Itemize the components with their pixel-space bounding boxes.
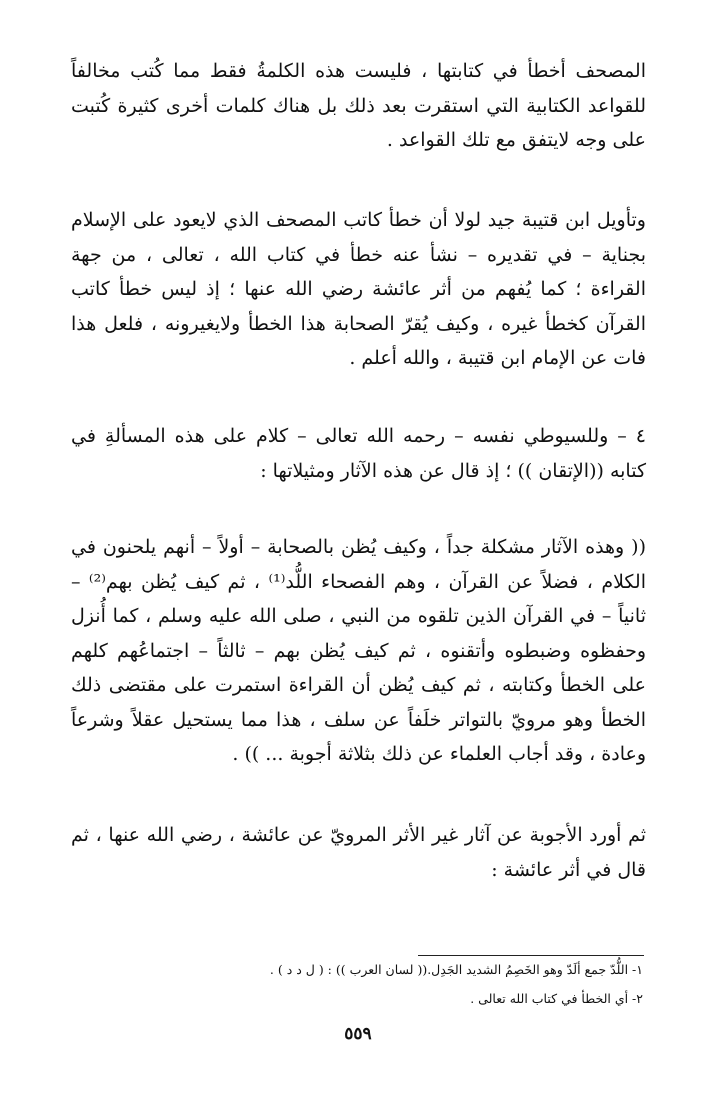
footnote-1: ١- اللُّدّ جمع ألَدّ وهو الخَصِمُ الشديد الجَدِل.(( لسان العرب )) : ( ل د د ) . [269, 962, 643, 977]
paragraph-continuation: المصحف أخطأ في كتابتها ، فليست هذه الكلمةُ فقط مما كُتب مخالفاً للقواعد الكتابية التي استقرت بعد ذلك بل هناك كلمات أخرى كثيرة كُتبت على وجه لايتفق مع تلك القواعد . [71, 60, 646, 151]
footnote-separator [418, 955, 644, 956]
paragraph-answers: ثم أورد الأجوبة عن آثار غير الأثر المرويّ عن عائشة ، رضي الله عنها ، ثم قال في أثر عائشة : [71, 824, 646, 881]
paragraph-ibn-qutayba: وتأويل ابن قتيبة جيد لولا أن خطأ كاتب المصحف الذي لايعود على الإسلام بجناية – في تقديره – نشأ عنه خطأ في كتاب الله ، تعالى ، من جهة القراءة ؛ كما يُفهم من أثر عائشة رضي الله عنها ؛ إذ ليس خطأ كاتب القرآن كخطأ غيره ، وكيف يُقرّ الصحابة هذا الخطأ ولايغيرونه ، فلعل هذا فات عن الإمام ابن قتيبة ، والله أعلم . [71, 209, 646, 369]
footnote-2: ٢- أي الخطأ في كتاب الله تعالى . [470, 991, 643, 1006]
page-number: ٥٥٩ [344, 1024, 372, 1044]
paragraph-quotation: (( وهذه الآثار مشكلة جداً ، وكيف يُظن بالصحابة – أولاً – أنهم يلحنون في الكلام ، فضلاً عن القرآن ، وهم الفصحاء اللُّد⁽¹⁾ ، ثم كيف يُظن بهم⁽²⁾ – ثانياً – في القرآن الذين تلقوه من النبي ، صلى الله عليه وسلم ، كما أُنزل وحفظوه وضبطوه وأتقنوه ، ثم كيف يُظن بهم – ثالثاً – اجتماعُهم كلهم على الخطأ وكتابته ، ثم كيف يُظن أن القراءة استمرت على مقتضى ذلك الخطأ وهو مرويّ بالتواتر خلَفاً عن سلف ، هذا مما يستحيل عقلاً وشرعاً وعادة ، وقد أجاب العلماء عن ذلك بثلاثة أجوبة ... )) . [71, 536, 646, 765]
paragraph-suyuti: ٤ – وللسيوطي نفسه – رحمه الله تعالى – كلام على هذه المسألةِ في كتابه ((الإتقان )) ؛ إذ قال عن هذه الآثار ومثيلاتها : [71, 425, 646, 482]
